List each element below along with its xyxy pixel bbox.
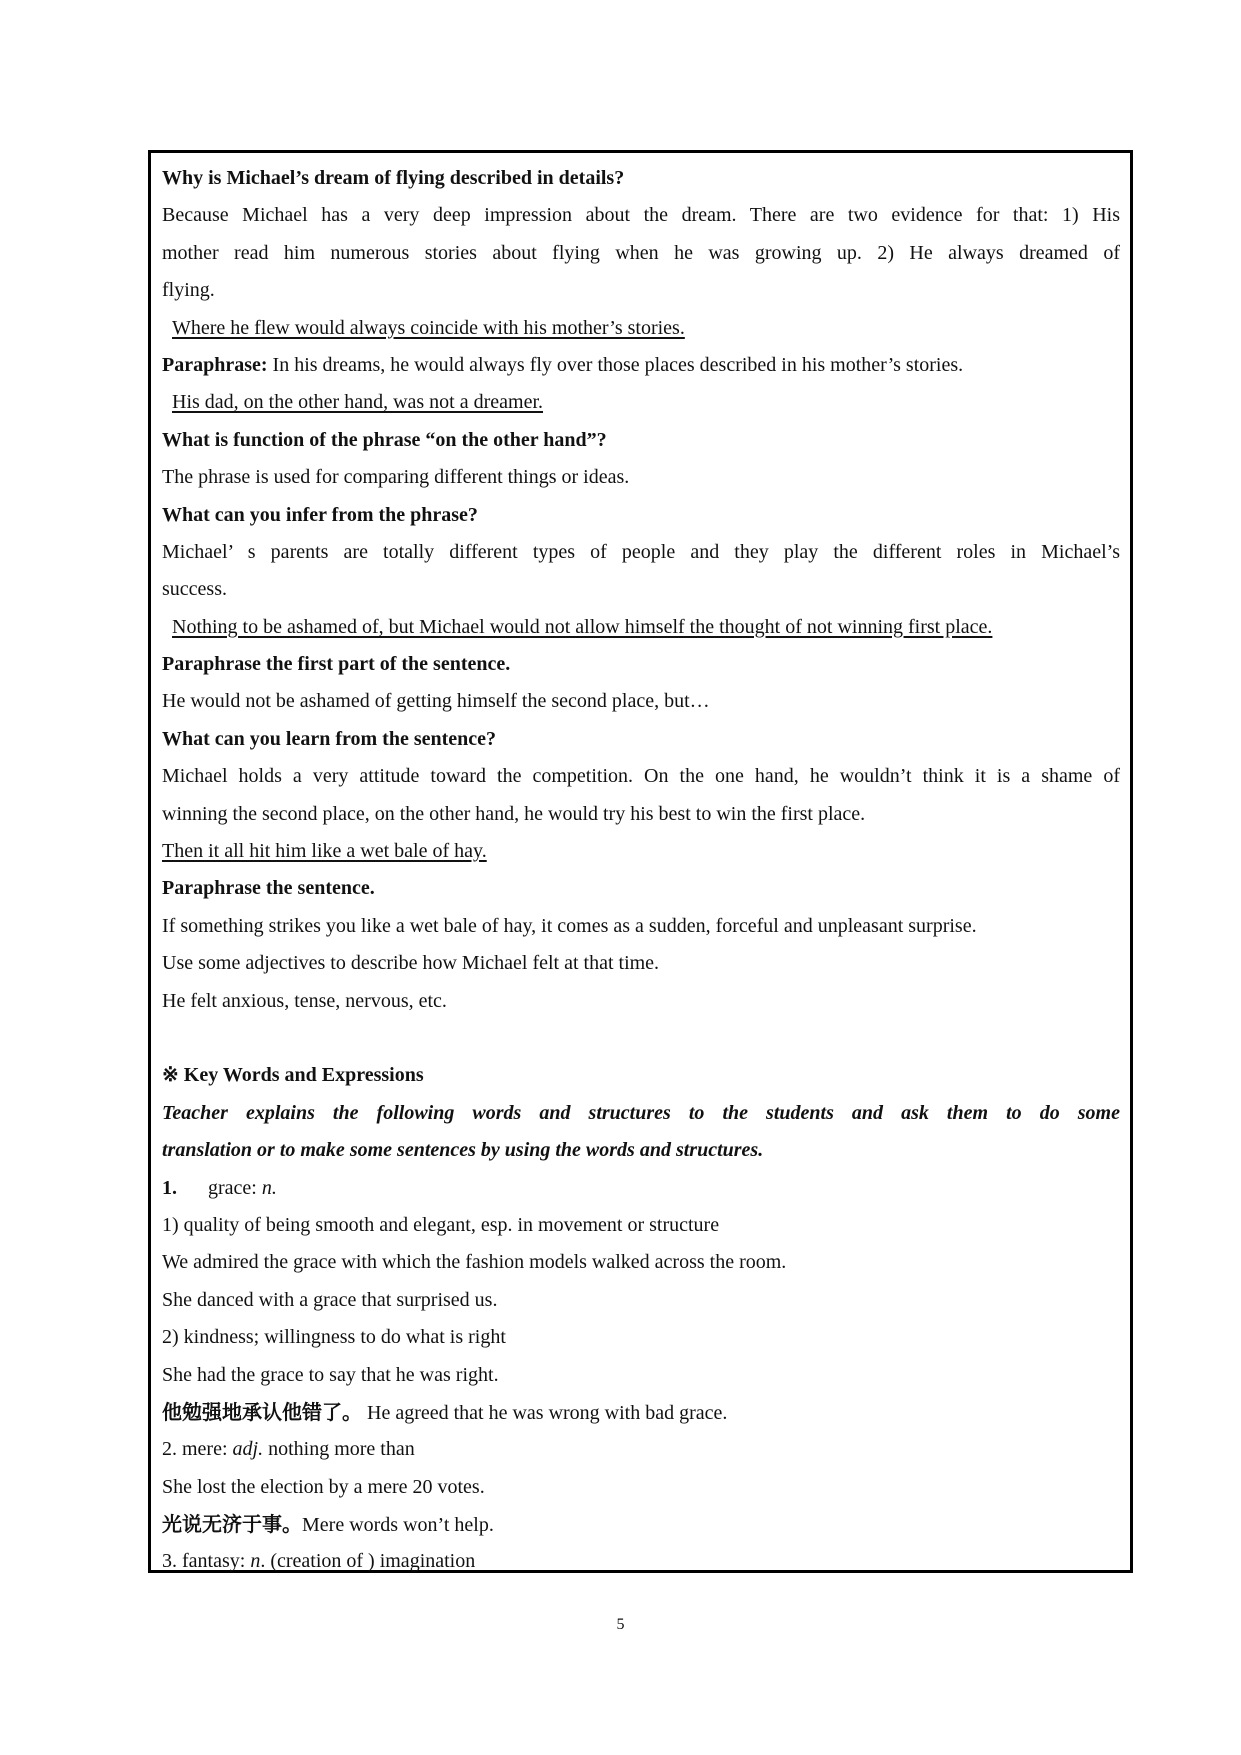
definition: 2) kindness; willingness to do what is right (162, 1326, 506, 1349)
spacer (162, 1020, 1120, 1057)
chinese-text: 他勉强地承认他错了。 (162, 1399, 362, 1424)
translation-example: 光说无济于事。Mere words won’t help. (162, 1512, 494, 1537)
part-of-speech: n. (261, 1176, 277, 1199)
answer-text: mother read him numerous stories about flying when he was growing up. 2) He always dreamed of (162, 241, 1120, 264)
reference-mark-icon: ※ (162, 1064, 179, 1087)
answer-text: The phrase is used for comparing different things or ideas. (162, 466, 630, 489)
part-of-speech: adj. (232, 1438, 264, 1461)
question-heading: What can you learn from the sentence? (162, 727, 497, 750)
chinese-text: 光说无济于事。 (162, 1512, 302, 1537)
vocab-entry: 3. fantasy: n. (creation of ) imagination (162, 1550, 476, 1573)
page-number: 5 (616, 1616, 625, 1633)
translation-example: 他勉强地承认他错了。 He agreed that he was wrong with bad grace. (162, 1399, 728, 1424)
question-heading: What is function of the phrase “on the other hand”? (162, 428, 607, 451)
question-heading: Why is Michael’s dream of flying described in details? (162, 167, 625, 189)
question-heading: Paraphrase the first part of the sentence. (162, 653, 511, 676)
part-of-speech: n (250, 1550, 261, 1573)
example-sentence: She lost the election by a mere 20 votes. (162, 1475, 485, 1498)
definition: 1) quality of being smooth and elegant, esp. in movement or structure (162, 1213, 720, 1236)
entry-number: 1. (162, 1176, 177, 1199)
answer-text: flying. (162, 279, 215, 302)
paraphrase-line: Paraphrase: In his dreams, he would always fly over those places described in his mother’s stories. (162, 353, 964, 376)
paraphrase-label: Paraphrase: (162, 353, 268, 376)
answer-text: Michael’ s parents are totally different types of people and they play the different roles in Michael’s (162, 540, 1120, 563)
section-heading: ※ Key Words and Expressions (162, 1064, 424, 1087)
answer-text: He would not be ashamed of getting himself the second place, but… (162, 690, 710, 713)
quoted-sentence: His dad, on the other hand, was not a dreamer. (172, 391, 544, 414)
quoted-sentence: Where he flew would always coincide with his mother’s stories. (172, 316, 685, 339)
answer-text: winning the second place, on the other hand, he would try his best to win the first place. (162, 802, 866, 825)
quoted-sentence: Then it all hit him like a wet bale of hay. (162, 840, 487, 863)
question-heading: Paraphrase the sentence. (162, 877, 375, 900)
teacher-instruction: Teacher explains the following words and structures to the students and ask them to do some (162, 1101, 1120, 1124)
example-sentence: We admired the grace with which the fashion models walked across the room. (162, 1251, 787, 1274)
vocab-entry: 1. grace: n. (162, 1170, 1120, 1207)
answer-text: Michael holds a very attitude toward the competition. On the one hand, he wouldn’t think it is a shame of (162, 765, 1120, 788)
content-box (148, 150, 1133, 1573)
answer-text: If something strikes you like a wet bale of hay, it comes as a sudden, forceful and unpleasant surprise. (162, 914, 977, 937)
vocab-entry: 2. mere: adj. nothing more than (162, 1438, 415, 1461)
answer-text: success. (162, 578, 227, 601)
example-sentence: She danced with a grace that surprised us. (162, 1288, 498, 1311)
answer-text: He felt anxious, tense, nervous, etc. (162, 989, 447, 1012)
teacher-instruction: translation or to make some sentences by using the words and structures. (162, 1139, 764, 1162)
question-heading: What can you infer from the phrase? (162, 503, 478, 526)
example-sentence: She had the grace to say that he was right. (162, 1363, 499, 1386)
answer-text: Use some adjectives to describe how Michael felt at that time. (162, 952, 660, 975)
quoted-sentence: Nothing to be ashamed of, but Michael would not allow himself the thought of not winning first place. (172, 615, 993, 638)
answer-text: Because Michael has a very deep impression about the dream. There are two evidence for that: 1) His (162, 204, 1120, 227)
